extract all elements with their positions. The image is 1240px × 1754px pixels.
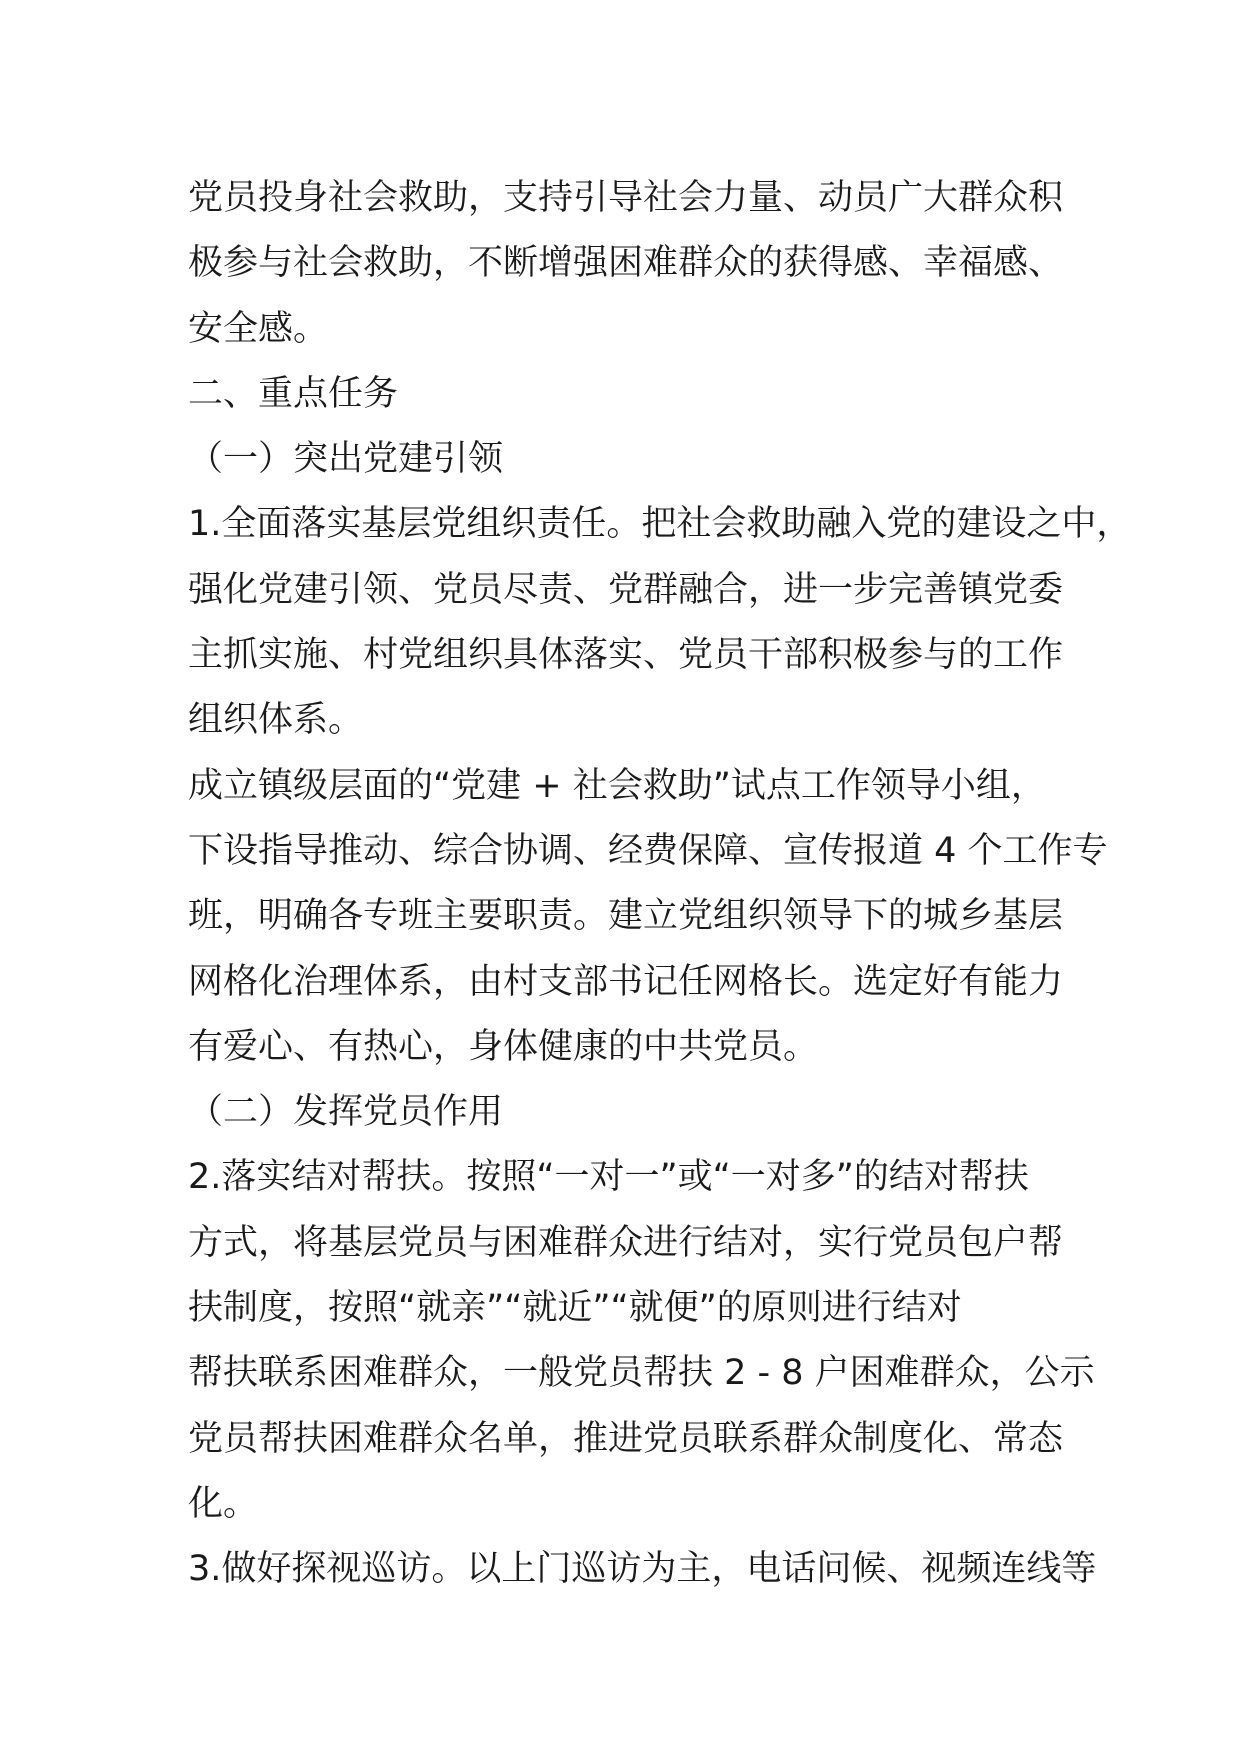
body-text-line: 班，明确各专班主要职责。建立党组织领导下的城乡基层 bbox=[188, 896, 1064, 937]
body-text-line: 有爱心、有热心，身体健康的中共党员。 bbox=[188, 1026, 819, 1067]
body-text-line: 化。 bbox=[188, 1483, 259, 1524]
body-text-line: 方式，将基层党员与困难群众进行结对，实行党员包户帮 bbox=[188, 1222, 1064, 1263]
body-text-line: 主抓实施、村党组织具体落实、党员干部积极参与的工作 bbox=[188, 635, 1064, 676]
subsection-heading: （一）突出党建引领 bbox=[188, 439, 504, 480]
body-text-line: 党员帮扶困难群众名单，推进党员联系群众制度化、常态 bbox=[188, 1418, 1064, 1459]
body-text-line: 1.全面落实基层党组织责任。把社会救助融入党的建设之中， bbox=[188, 504, 1132, 545]
body-text-line: 党员投身社会救助，支持引导社会力量、动员广大群众积 bbox=[188, 178, 1064, 218]
body-text-line: 成立镇级层面的“党建 + 社会救助”试点工作领导小组， bbox=[188, 765, 1046, 806]
document-body bbox=[188, 166, 1132, 1603]
body-text-line: 网格化治理体系，由村支部书记任网格长。选定好有能力 bbox=[188, 961, 1064, 1002]
body-text-line: 强化党建引领、党员尽责、党群融合，进一步完善镇党委 bbox=[188, 569, 1064, 610]
section-heading: 二、重点任务 bbox=[188, 373, 399, 414]
body-text-line: 极参与社会救助，不断增强困难群众的获得感、幸福感、 bbox=[188, 243, 1064, 284]
body-text-line: 安全感。 bbox=[188, 308, 329, 349]
subsection-heading: （二）发挥党员作用 bbox=[188, 1092, 504, 1133]
body-text-line: 组织体系。 bbox=[188, 700, 364, 741]
body-text-line: 下设指导推动、综合协调、经费保障、宣传报道 4 个工作专 bbox=[188, 830, 1108, 871]
body-text-line: 3.做好探视巡访。以上门巡访为主，电话问候、视频连线等 bbox=[188, 1549, 1097, 1590]
body-text-line: 扶制度，按照“就亲”“就近”“就便”的原则进行结对 bbox=[188, 1288, 962, 1329]
body-text-line: 帮扶联系困难群众，一般党员帮扶 2 - 8 户困难群众，公示 bbox=[188, 1353, 1095, 1394]
body-text-line: 2.落实结对帮扶。按照“一对一”或“一对多”的结对帮扶 bbox=[188, 1157, 1029, 1198]
